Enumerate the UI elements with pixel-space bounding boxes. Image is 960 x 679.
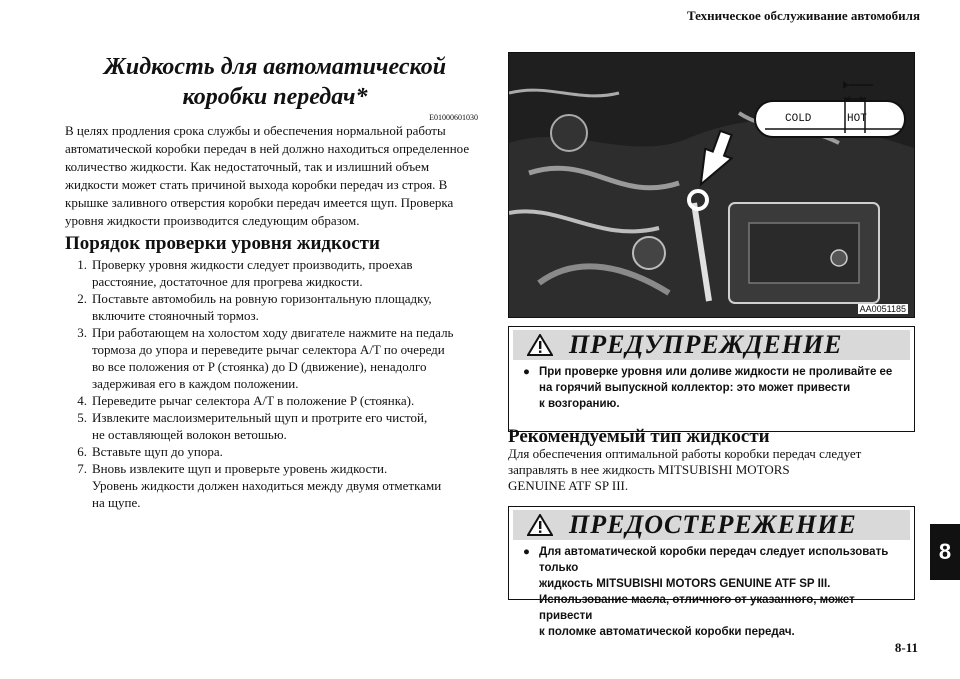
warning-triangle-icon — [527, 334, 553, 356]
step-text — [92, 443, 485, 460]
step-text — [92, 460, 485, 511]
step-number: 1. — [77, 257, 87, 272]
procedure-step — [65, 290, 485, 324]
warning-box — [508, 326, 915, 432]
step-text — [92, 392, 485, 409]
caution-header — [513, 510, 910, 540]
step-line: Вновь извлеките щуп и проверьте уровень жидкости. — [92, 461, 388, 476]
step-line: расстояние, достаточное для прогрева жидкости. — [92, 274, 363, 289]
intro-paragraph: В целях продления срока службы и обеспечения нормальной работы автоматической коробки передач в ней должно находиться определенное количество жидкости. Как недостаточный, так и излишний объем жидкости может стать причиной выхода коробки передач из строя. В крышке заливного отверстия коробки передач имеется щуп. Проверка уровня жидкости производится следующим образом. — [65, 123, 470, 228]
caution-line-3: Использование масла, отличного от указанного, может привести — [539, 594, 855, 622]
dipstick-label-cold: COLD — [785, 113, 812, 125]
fluid-type-line-1: Для обеспечения оптимальной работы коробки передач следует — [508, 446, 862, 461]
caution-box — [508, 506, 915, 638]
step-line: Переведите рычаг селектора A/T в положение P (стоянка). — [92, 393, 415, 408]
step-number: 7. — [77, 461, 87, 476]
step-line: не оставляющей волокон ветошью. — [92, 427, 287, 442]
warning-line-2: на горячий выпускной коллектор: это может привести — [539, 382, 851, 394]
caution-bullet: ● — [523, 546, 530, 558]
step-number: 6. — [77, 444, 87, 459]
step-number: 3. — [77, 325, 87, 340]
caution-text — [539, 544, 904, 640]
warning-text — [539, 364, 892, 412]
section-title-line-2: коробки передач* — [182, 84, 368, 110]
step-line: во все положения от P (стоянка) до D (движение), ненадолго — [92, 359, 427, 374]
step-line: Уровень жидкости должен находиться между двумя отметками — [92, 478, 442, 493]
procedure-heading: Порядок проверки уровня жидкости — [65, 233, 380, 254]
caution-line-1: Для автоматической коробки передач следует использовать только — [539, 546, 889, 574]
warning-line-1: При проверке уровня или доливе жидкости не проливайте ее — [539, 366, 893, 378]
engine-illustration — [509, 53, 914, 317]
fluid-type-heading: Рекомендуемый тип жидкости — [508, 426, 770, 447]
step-text — [92, 409, 485, 443]
procedure-step — [65, 409, 485, 443]
step-line: тормоза до упора и переведите рычаг селектора A/T по очереди — [92, 342, 445, 357]
procedure-steps — [65, 256, 485, 511]
step-line: Проверку уровня жидкости следует производить, проехав — [92, 257, 413, 272]
step-line: Извлеките маслоизмерительный щуп и протрите его чистой, — [92, 410, 428, 425]
warning-body — [509, 360, 914, 418]
step-text — [92, 290, 485, 324]
step-number: 4. — [77, 393, 87, 408]
warning-heading: ПРЕДУПРЕЖДЕНИЕ — [569, 330, 843, 359]
step-line: задерживая его в каждом положении. — [92, 376, 299, 391]
warning-line-3: к возгоранию. — [539, 398, 620, 410]
step-text — [92, 324, 485, 392]
page-number: 8-11 — [894, 640, 918, 655]
figure-code: AA0051185 — [859, 304, 906, 314]
fluid-type-text — [508, 446, 918, 494]
caution-heading: ПРЕДОСТЕРЕЖЕНИЕ — [569, 510, 857, 539]
procedure-step — [65, 443, 485, 460]
procedure-step — [65, 460, 485, 511]
fluid-type-line-3: GENUINE ATF SP III. — [508, 478, 629, 493]
chapter-tab: 8 — [930, 524, 960, 580]
procedure-step — [65, 256, 485, 290]
step-line: включите стояночный тормоз. — [92, 308, 259, 323]
step-line: При работающем на холостом ходу двигателе нажмите на педаль — [92, 325, 454, 340]
step-line: Поставьте автомобиль на ровную горизонтальную площадку, — [92, 291, 432, 306]
caution-body — [509, 540, 914, 646]
caution-line-2: жидкость MITSUBISHI MOTORS GENUINE ATF SP III. — [539, 578, 831, 590]
section-code: E01000601030 — [429, 113, 478, 122]
warning-header — [513, 330, 910, 360]
fluid-type-line-2: заправлять в нее жидкость MITSUBISHI MOTORS — [508, 462, 790, 477]
section-title — [60, 52, 490, 112]
step-text — [92, 256, 485, 290]
step-line: Вставьте щуп до упора. — [92, 444, 223, 459]
step-number: 2. — [77, 291, 87, 306]
caution-triangle-icon — [527, 514, 553, 536]
warning-bullet: ● — [523, 366, 530, 378]
running-header: Техническое обслуживание автомобиля — [686, 8, 920, 23]
step-number: 5. — [77, 410, 87, 425]
caution-line-4: к поломке автоматической коробки передач. — [539, 626, 795, 638]
step-line: на щупе. — [92, 495, 141, 510]
engine-bay-figure — [508, 52, 915, 318]
dipstick-label-hot: HOT — [847, 113, 867, 125]
procedure-step — [65, 324, 485, 392]
procedure-step — [65, 392, 485, 409]
section-title-line-1: Жидкость для автоматической — [103, 54, 447, 80]
